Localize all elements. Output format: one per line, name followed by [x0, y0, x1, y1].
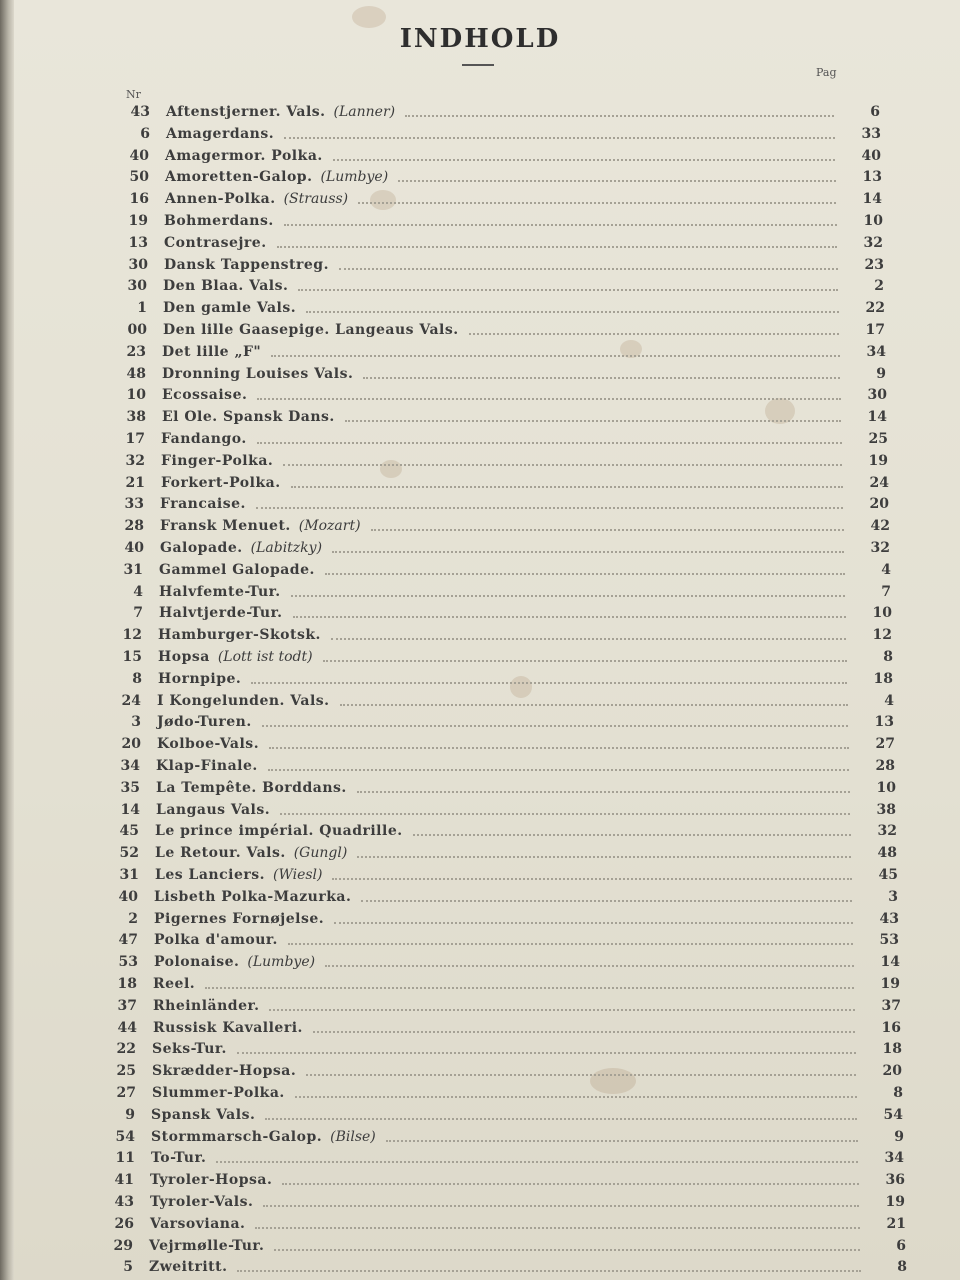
entry-page-number: 32	[870, 540, 890, 556]
toc-entry	[106, 385, 887, 405]
toc-entry	[96, 1061, 902, 1081]
toc-entry	[95, 1148, 904, 1168]
toc-entry	[100, 778, 896, 798]
toc-entry	[94, 1170, 905, 1190]
entry-page-number: 21	[886, 1215, 906, 1232]
entry-number: 6	[140, 125, 150, 142]
entry-title: Lisbeth Polka-Mazurka.	[154, 888, 352, 905]
entry-page-number: 7	[881, 583, 891, 600]
entry-title: Amagermor. Polka.	[165, 147, 323, 164]
entry-composer-note: (Lanner)	[333, 104, 396, 120]
entry-page-number: 27	[875, 736, 895, 753]
dot-leader	[357, 848, 851, 858]
toc-entry	[93, 1257, 907, 1277]
dot-leader	[340, 696, 848, 706]
entry-number: 31	[119, 867, 139, 883]
toc-entry	[93, 1236, 906, 1256]
entry-title: El Ole. Spansk Dans.	[162, 409, 335, 426]
entry-number: 16	[129, 191, 149, 208]
entry-page-number: 8	[883, 649, 893, 665]
entry-number: 41	[114, 1172, 134, 1189]
toc-entry	[98, 887, 898, 907]
entry-number: 5	[123, 1259, 133, 1276]
entry-page-number: 43	[879, 910, 899, 927]
toc-entry	[107, 320, 885, 340]
entry-number: 17	[125, 431, 145, 447]
entry-number: 2	[128, 910, 138, 927]
entry-page-number: 14	[880, 954, 900, 971]
entry-title: Fandango.	[161, 431, 247, 447]
toc-entry	[108, 255, 884, 275]
dot-leader	[255, 1219, 860, 1229]
dot-leader	[323, 652, 847, 662]
entry-title: Vejrmølle-Tur.	[149, 1237, 265, 1254]
entry-composer-note: (Mozart)	[298, 518, 361, 535]
entry-number: 32	[125, 452, 145, 469]
entry-page-number: 48	[877, 845, 897, 862]
entry-title: Ecossaise.	[162, 387, 248, 404]
entry-number: 34	[120, 758, 140, 774]
entry-page-number: 10	[872, 605, 892, 622]
toc-entry	[105, 451, 888, 471]
entry-number: 9	[125, 1106, 135, 1123]
entry-number: 40	[124, 540, 144, 556]
entry-number: 44	[117, 1019, 137, 1036]
entry-number: 19	[128, 213, 148, 229]
dot-leader	[293, 608, 846, 618]
entry-page-number: 33	[861, 125, 881, 142]
entry-number: 29	[113, 1237, 133, 1254]
entry-title: Spansk Vals.	[151, 1106, 256, 1123]
entry-number: 18	[117, 976, 137, 992]
entry-title: Forkert-Polka.	[161, 474, 281, 491]
toc-entry	[102, 669, 893, 689]
entry-title: La Tempête. Borddans.	[156, 779, 347, 796]
entry-title: Gammel Galopade.	[159, 561, 315, 578]
entry-title: Halvfemte-Tur.	[159, 583, 281, 600]
toc-entry	[97, 996, 901, 1016]
toc-entry	[100, 800, 896, 820]
entry-number: 00	[127, 322, 147, 338]
entry-number: 48	[126, 365, 146, 382]
toc-entry	[99, 865, 898, 885]
entry-page-number: 32	[863, 234, 883, 251]
entry-number: 21	[125, 474, 145, 491]
entry-title: Les Lanciers.	[155, 867, 265, 883]
toc-entry	[103, 603, 892, 623]
dot-leader	[271, 347, 840, 357]
entry-composer-note: (Lumbye)	[320, 169, 389, 186]
entry-title: Jødo-Turen.	[157, 714, 252, 731]
dot-leader	[274, 1241, 860, 1251]
toc-entry	[103, 582, 891, 602]
dot-leader	[269, 1001, 855, 1011]
entry-page-number: 34	[866, 343, 886, 360]
dot-leader	[332, 543, 844, 553]
dot-leader	[237, 1262, 861, 1272]
dot-leader	[332, 870, 852, 880]
entry-page-number: 54	[883, 1106, 903, 1123]
entry-page-number: 19	[880, 976, 900, 992]
entry-title: Polka d'amour.	[154, 932, 278, 949]
entry-title: Annen-Polka.	[165, 191, 276, 208]
entry-number: 38	[126, 409, 146, 426]
dot-leader	[284, 129, 835, 139]
entry-number: 31	[123, 561, 143, 578]
entry-page-number: 38	[876, 801, 896, 818]
toc-entry	[96, 1039, 902, 1059]
entry-number: 13	[128, 234, 148, 251]
entry-composer-note: (Strauss)	[283, 191, 349, 208]
dot-leader	[398, 172, 836, 182]
toc-entry	[98, 952, 900, 972]
entry-number: 8	[132, 670, 142, 687]
entry-page-number: 20	[882, 1063, 902, 1080]
entry-title: Hornpipe.	[158, 670, 242, 687]
entry-number: 33	[124, 496, 144, 513]
entry-title: Aftenstjerner. Vals.	[166, 104, 326, 120]
entry-page-number: 12	[872, 627, 892, 644]
toc-entry	[109, 167, 882, 187]
dot-leader	[313, 1023, 855, 1033]
dot-leader	[358, 194, 836, 204]
entry-number: 20	[121, 736, 141, 753]
toc-entry	[107, 276, 884, 296]
entry-title: Russisk Kavalleri.	[153, 1019, 303, 1036]
toc-entry	[105, 429, 888, 449]
dot-leader	[325, 565, 845, 575]
book-binding-edge	[0, 0, 14, 1280]
entry-title: Pigernes Fornøjelse.	[154, 910, 325, 927]
entry-title: Det lille „F"	[162, 343, 262, 360]
entry-number: 43	[130, 104, 150, 120]
dot-leader	[251, 674, 847, 684]
dot-leader	[257, 434, 842, 444]
entry-number: 52	[119, 845, 139, 862]
toc-entry	[104, 494, 889, 514]
toc-entry	[99, 821, 897, 841]
entry-number: 27	[116, 1085, 136, 1101]
entry-title: Galopade.	[160, 540, 243, 556]
dot-leader	[216, 1153, 858, 1163]
toc-entry	[106, 342, 886, 362]
dot-leader	[298, 281, 838, 291]
page-column-label: Pag	[816, 66, 837, 79]
entry-title: Bohmerdans.	[164, 213, 274, 229]
dot-leader	[334, 914, 853, 924]
entry-page-number: 25	[868, 431, 888, 447]
entry-page-number: 28	[875, 758, 895, 774]
entry-title: Rheinländer.	[153, 997, 260, 1014]
entry-page-number: 8	[897, 1259, 907, 1276]
entry-title: Stormmarsch-Galop.	[151, 1128, 323, 1145]
entry-number: 30	[128, 256, 148, 273]
dot-leader	[269, 739, 849, 749]
toc-entry	[96, 1083, 903, 1103]
entry-page-number: 20	[869, 496, 889, 513]
entry-title: Amagerdans.	[166, 125, 275, 142]
entry-number: 37	[117, 997, 137, 1014]
dot-leader	[291, 587, 845, 597]
dot-leader	[263, 1197, 859, 1207]
toc-entry	[107, 298, 885, 318]
entry-title: Den gamle Vals.	[163, 300, 297, 317]
dot-leader	[386, 1132, 858, 1142]
entry-page-number: 3	[888, 888, 898, 905]
entry-number: 43	[114, 1194, 134, 1210]
entry-page-number: 34	[884, 1150, 904, 1167]
entry-page-number: 8	[893, 1085, 903, 1101]
dot-leader	[371, 521, 844, 531]
entry-title: Francaise.	[160, 496, 246, 513]
dot-leader	[361, 892, 852, 902]
entry-page-number: 19	[885, 1194, 905, 1210]
entry-title: Den Blaa. Vals.	[163, 278, 289, 295]
entry-title: Contrasejre.	[164, 234, 267, 251]
toc-entry	[97, 974, 900, 994]
entry-page-number: 6	[896, 1237, 906, 1254]
dot-leader	[291, 478, 843, 488]
dot-leader	[333, 151, 835, 161]
toc-entry	[108, 211, 883, 231]
toc-entry	[109, 189, 882, 209]
toc-entry	[108, 233, 883, 253]
toc-entry	[109, 146, 881, 166]
dot-leader	[288, 935, 853, 945]
entry-page-number: 53	[879, 932, 899, 949]
entry-composer-note: (Bilse)	[330, 1128, 376, 1145]
entry-title: Polonaise.	[154, 954, 240, 971]
entry-page-number: 14	[867, 409, 887, 426]
dot-leader	[256, 499, 843, 509]
entry-title: To-Tur.	[151, 1150, 207, 1167]
entry-page-number: 23	[864, 256, 884, 273]
toc-entry	[95, 1127, 904, 1147]
entry-page-number: 45	[878, 867, 898, 883]
entry-number: 40	[129, 147, 149, 164]
dot-leader	[363, 369, 840, 379]
entry-page-number: 9	[894, 1128, 904, 1145]
dot-leader	[331, 630, 846, 640]
dot-leader	[357, 783, 850, 793]
entry-number: 35	[120, 779, 140, 796]
entry-title: Le Retour. Vals.	[155, 845, 286, 862]
entry-number: 23	[126, 343, 146, 360]
toc-entry	[104, 538, 890, 558]
toc-entry	[102, 625, 892, 645]
dot-leader	[306, 303, 839, 313]
entry-number: 40	[118, 888, 138, 905]
entry-title: Le prince impérial. Quadrille.	[155, 823, 403, 840]
entry-title: Finger-Polka.	[161, 452, 274, 469]
entry-page-number: 4	[884, 692, 894, 709]
dot-leader	[280, 805, 850, 815]
entry-page-number: 17	[865, 322, 885, 338]
dot-leader	[405, 107, 834, 117]
entry-title: Halvtjerde-Tur.	[159, 605, 283, 622]
entry-page-number: 18	[882, 1041, 902, 1058]
toc-entry	[98, 930, 899, 950]
entry-number: 11	[115, 1150, 135, 1167]
entry-title: Dansk Tappenstreg.	[164, 256, 329, 273]
entry-title: Kolboe-Vals.	[157, 736, 260, 753]
toc-entry	[99, 843, 897, 863]
entry-page-number: 2	[874, 278, 884, 295]
toc-entry	[100, 756, 895, 776]
toc-entry	[103, 560, 891, 580]
dot-leader	[262, 717, 848, 727]
entry-number: 10	[126, 387, 146, 404]
entry-composer-note: (Lott ist todt)	[217, 649, 313, 665]
entry-number: 28	[124, 518, 144, 535]
toc-entry	[101, 691, 894, 711]
dot-leader	[237, 1044, 856, 1054]
entry-page-number: 10	[863, 213, 883, 229]
entry-page-number: 13	[862, 169, 882, 186]
entry-title: Hopsa	[158, 649, 210, 665]
entry-number: 30	[127, 278, 147, 295]
entry-title: Varsoviana.	[150, 1215, 246, 1232]
toc-entry	[101, 712, 894, 732]
toc-entry	[110, 124, 881, 144]
entry-page-number: 13	[874, 714, 894, 731]
entry-page-number: 36	[885, 1172, 905, 1189]
entry-composer-note: (Wiesl)	[272, 867, 323, 883]
entry-title: Slummer-Polka.	[152, 1085, 285, 1101]
toc-entry	[105, 473, 889, 493]
dot-leader	[268, 761, 849, 771]
entry-number: 53	[118, 954, 138, 971]
toc-entry	[101, 734, 895, 754]
entry-page-number: 32	[877, 823, 897, 840]
entry-number: 45	[119, 823, 139, 840]
entry-number: 4	[133, 583, 143, 600]
entry-number: 3	[131, 714, 141, 731]
number-column-label: Nr	[126, 88, 141, 101]
entry-number: 54	[115, 1128, 135, 1145]
toc-entry	[106, 364, 886, 384]
entry-title: I Kongelunden. Vals.	[157, 692, 330, 709]
entry-number: 15	[122, 649, 142, 665]
entry-composer-note: (Labitzky)	[250, 540, 323, 556]
dot-leader	[257, 390, 841, 400]
dot-leader	[413, 826, 851, 836]
entry-title: Hamburger-Skotsk.	[158, 627, 321, 644]
toc-entry	[98, 909, 899, 929]
entry-title: Den lille Gaasepige. Langeaus Vals.	[163, 322, 459, 338]
entry-title: Amoretten-Galop.	[165, 169, 313, 186]
dot-leader	[282, 1175, 859, 1185]
entry-title: Skrædder-Hopsa.	[152, 1063, 297, 1080]
entry-page-number: 16	[881, 1019, 901, 1036]
entry-title: Zweitritt.	[149, 1259, 228, 1276]
entry-page-number: 42	[870, 518, 890, 535]
toc-entry	[104, 516, 890, 536]
entry-page-number: 19	[868, 452, 888, 469]
entry-page-number: 40	[861, 147, 881, 164]
toc-entry	[110, 102, 880, 122]
dot-leader	[284, 216, 837, 226]
entry-title: Tyroler-Hopsa.	[150, 1172, 273, 1189]
dot-leader	[325, 957, 854, 967]
dot-leader	[469, 325, 839, 335]
dot-leader	[306, 1066, 856, 1076]
entry-page-number: 14	[862, 191, 882, 208]
toc-entry	[95, 1105, 903, 1125]
entry-title: Tyroler-Vals.	[150, 1194, 254, 1210]
entry-number: 22	[116, 1041, 136, 1058]
entry-number: 14	[120, 801, 140, 818]
entry-page-number: 9	[876, 365, 886, 382]
entry-title: Reel.	[153, 976, 196, 992]
entry-title: Dronning Louises Vals.	[162, 365, 354, 382]
entry-number: 26	[114, 1215, 134, 1232]
page-title: INDHOLD	[399, 24, 561, 54]
dot-leader	[265, 1110, 857, 1120]
entry-page-number: 6	[870, 104, 880, 120]
dot-leader	[295, 1088, 857, 1098]
title-underline	[462, 64, 494, 66]
toc-entry	[106, 407, 887, 427]
entry-number: 47	[118, 932, 138, 949]
toc-entry	[97, 1018, 901, 1038]
entry-number: 7	[133, 605, 143, 622]
dot-leader	[283, 456, 842, 466]
entry-page-number: 4	[881, 561, 891, 578]
entry-number: 50	[129, 169, 149, 186]
toc-entry	[94, 1214, 906, 1234]
toc-entry	[94, 1192, 905, 1212]
dot-leader	[205, 979, 854, 989]
entry-page-number: 22	[865, 300, 885, 317]
entry-title: Fransk Menuet.	[160, 518, 291, 535]
toc-entry	[102, 647, 893, 667]
entry-number: 25	[116, 1063, 136, 1080]
entry-number: 12	[122, 627, 142, 644]
entry-page-number: 30	[867, 387, 887, 404]
dot-leader	[277, 238, 837, 248]
dot-leader	[339, 260, 838, 270]
entry-page-number: 24	[869, 474, 889, 491]
entry-title: Seks-Tur.	[152, 1041, 227, 1058]
entry-page-number: 10	[876, 779, 896, 796]
dot-leader	[345, 412, 841, 422]
entry-number: 24	[121, 692, 141, 709]
entry-composer-note: (Gungl)	[293, 845, 348, 862]
entry-title: Klap-Finale.	[156, 758, 258, 774]
entry-title: Langaus Vals.	[156, 801, 271, 818]
entry-page-number: 18	[873, 670, 893, 687]
entry-page-number: 37	[881, 997, 901, 1014]
entry-number: 1	[137, 300, 147, 317]
entry-composer-note: (Lumbye)	[247, 954, 316, 971]
